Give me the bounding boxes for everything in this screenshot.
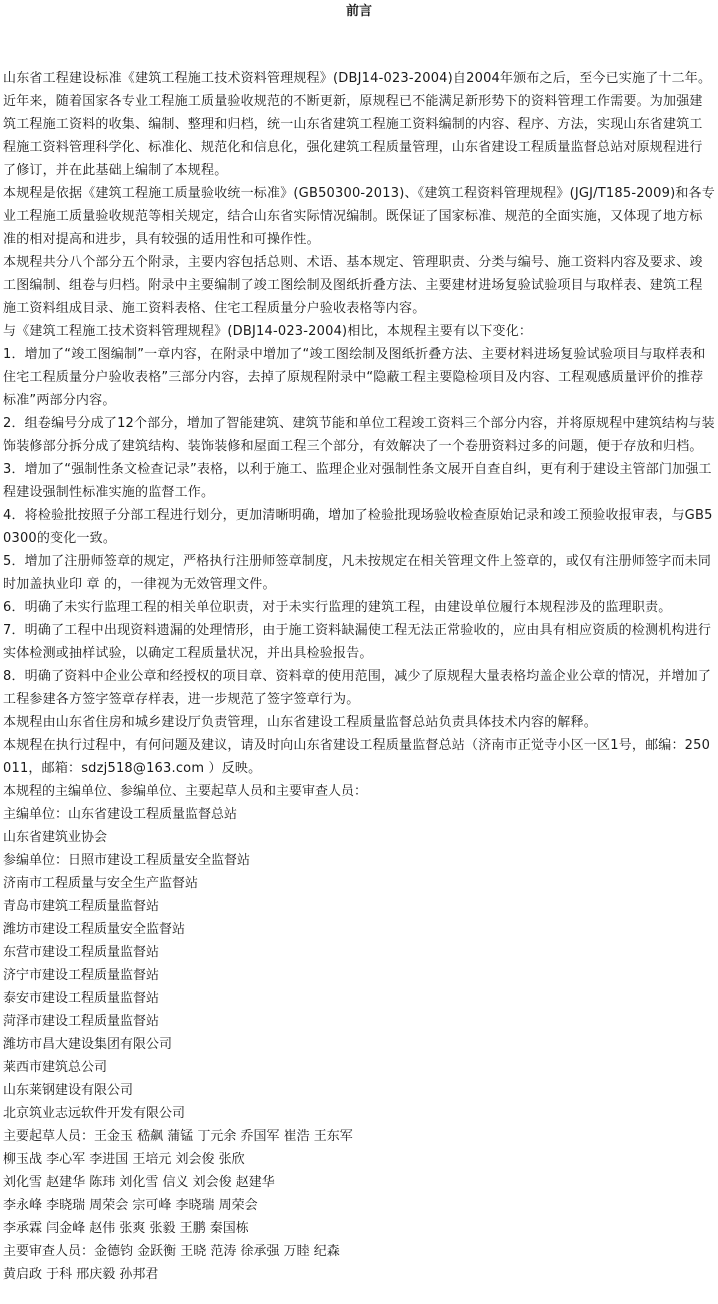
paragraph-feedback: 本规程在执行过程中，有何问题及建议，请及时向山东省建设工程质量监督总站（济南市正觉寺小区一区1号，邮编：250011，邮箱：sdzj518@163.com ）反映。 [3, 738, 711, 776]
participating-unit: 济宁市建设工程质量监督站 [3, 968, 160, 983]
chief-unit: 主编单位：山东省建设工程质量监督总站 [3, 807, 238, 822]
change-item-5: 5．增加了注册师签章的规定，严格执行注册师签章制度，凡未按规定在相关管理文件上签章的，或仅有注册师签字而未同时加盖执业印 章 的，一律视为无效管理文件。 [3, 554, 712, 592]
participating-unit: 参编单位：日照市建设工程质量安全监督站 [3, 853, 251, 868]
reviewers-line: 黄启政 于科 邢庆毅 孙邦君 [3, 1267, 159, 1282]
change-item-4: 4．将检验批按照子分部工程进行划分，更加清晰明确，增加了检验批现场验收检查原始记录和竣工预验收报审表，与GB50300的变化一致。 [3, 508, 713, 546]
drafters-line: 主要起草人员：王金玉 嵇飙 蒲锰 丁元余 乔国军 崔浩 王东军 [3, 1129, 353, 1144]
paragraph-intro: 山东省工程建设标准《建筑工程施工技术资料管理规程》(DBJ14-023-2004)自2004年颁布之后，至今已实施了十二年。近年来，随着国家各专业工程施工质量验收规范的不断更新，原规程已不能满足新形势下的资料管理工作需要。为加强建筑工程施工资料的收集、编制、整理和归档，统一山东省建筑工程施工资料编制的内容、程序、方法，实现山东省建筑工程施工资料管理科学化、标准化、规范化和信息化，强化建筑工程质量管理，山东省建设工程质量监督总站对原规程进行了修订，并在此基础上编制了本规程。 [3, 71, 712, 178]
page-title: 前言 [345, 4, 372, 19]
participating-unit: 潍坊市昌大建设集团有限公司 [3, 1037, 173, 1052]
participating-unit: 山东莱钢建设有限公司 [3, 1083, 134, 1098]
paragraph-contents: 本规程共分八个部分五个附录，主要内容包括总则、术语、基本规定、管理职责、分类与编号、施工资料内容及要求、竣工图编制、组卷与归档。附录中主要编制了竣工图绘制及图纸折叠方法、主要建材进场复验试验项目与取样表、建筑工程施工资料组成目录、施工资料表格、住宅工程质量分户验收表格等内容。 [3, 255, 703, 316]
change-item-7: 7．明确了工程中出现资料遗漏的处理情形，由于施工资料缺漏使工程无法正常验收的，应由具有相应资质的检测机构进行实体检测或抽样试验，以确定工程质量状况，并出具检验报告。 [3, 623, 712, 661]
change-item-8: 8．明确了资料中企业公章和经授权的项目章、资料章的使用范围，减少了原规程大量表格均盖企业公章的情况，并增加了工程参建各方签字签章存样表，进一步规范了签字签章行为。 [3, 669, 712, 707]
change-item-1: 1．增加了“竣工图编制”一章内容，在附录中增加了“竣工图绘制及图纸折叠方法、主要材料进场复验试验项目与取样表和住宅工程质量分户验收表格”三部分内容，去掉了原规程附录中“隐蔽工程主要隐检项目及内容、工程观感质量评价的推荐标准”两部分内容。 [3, 347, 706, 408]
change-item-6: 6．明确了未实行监理工程的相关单位职责，对于未实行监理的建筑工程，由建设单位履行本规程涉及的监理职责。 [3, 600, 672, 615]
paragraph-basis: 本规程是依据《建筑工程施工质量验收统一标准》(GB50300-2013)、《建筑工程资料管理规程》(JGJ/T185-2009)和各专业工程施工质量验收规范等相关规定，结合山东省实际情况编制。既保证了国家标准、规范的全面实施，又体现了地方标准的相对提高和进步，具有较强的适用性和可操作性。 [3, 186, 715, 247]
chief-unit-2: 山东省建筑业协会 [3, 830, 108, 845]
paragraph-management: 本规程由山东省住房和城乡建设厅负责管理，山东省建设工程质量监督总站负责具体技术内容的解释。 [3, 715, 598, 730]
participating-unit: 北京筑业志远软件开发有限公司 [3, 1106, 186, 1121]
title-gap [3, 24, 715, 67]
units-heading: 本规程的主编单位、参编单位、主要起草人员和主要审查人员： [3, 784, 368, 799]
drafters-line: 李永峰 李晓瑞 周荣会 宗可峰 李晓瑞 周荣会 [3, 1198, 258, 1213]
participating-unit: 莱西市建筑总公司 [3, 1060, 108, 1075]
participating-unit: 泰安市建设工程质量监督站 [3, 991, 160, 1006]
participating-unit: 济南市工程质量与安全生产监督站 [3, 876, 199, 891]
change-item-2: 2．组卷编号分成了12个部分，增加了智能建筑、建筑节能和单位工程竣工资料三个部分内容，并将原规程中建筑结构与装饰装修部分拆分成了建筑结构、装饰装修和屋面工程三个部分，有效解决了一个卷册资料过多的问题，便于存放和归档。 [3, 416, 715, 454]
participating-unit: 菏泽市建设工程质量监督站 [3, 1014, 160, 1029]
drafters-line: 李承霖 闫金峰 赵伟 张爽 张毅 王鹏 秦国栋 [3, 1221, 249, 1236]
participating-unit: 青岛市建筑工程质量监督站 [3, 899, 160, 914]
drafters-line: 柳玉战 李心军 李进国 王培元 刘会俊 张欣 [3, 1152, 245, 1167]
reviewers-line: 主要审查人员：金德钧 金跃衡 王晓 范涛 徐承强 万睦 纪森 [3, 1244, 340, 1259]
participating-unit: 东营市建设工程质量监督站 [3, 945, 160, 960]
participating-unit: 潍坊市建设工程质量安全监督站 [3, 922, 186, 937]
drafters-line: 刘化雪 赵建华 陈玮 刘化雪 信义 刘会俊 赵建华 [3, 1175, 275, 1190]
change-item-3: 3．增加了“强制性条文检查记录”表格，以利于施工、监理企业对强制性条文展开自查自纠，更有利于建设主管部门加强工程建设强制性标准实施的监督工作。 [3, 462, 712, 500]
paragraph-changes-intro: 与《建筑工程施工技术资料管理规程》(DBJ14-023-2004)相比，本规程主要有以下变化： [3, 324, 533, 339]
